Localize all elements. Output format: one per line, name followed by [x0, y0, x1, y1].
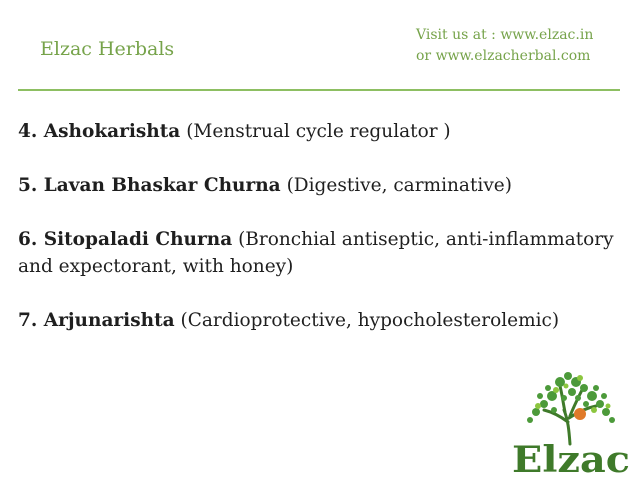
item-title: 4. Ashokarishta: [18, 121, 181, 142]
visit-info: [416, 25, 593, 67]
item-description: (Digestive, carminative): [286, 175, 512, 196]
list-item: [18, 172, 618, 199]
tree-logo-icon: [527, 372, 615, 444]
item-title: 6. Sitopaladi Churna: [18, 229, 233, 250]
item-description: (Cardioprotective, hypocholesterolemic): [180, 310, 560, 331]
list-item: [18, 226, 618, 280]
logo-text: Elzac: [512, 439, 630, 478]
list-item: [18, 118, 618, 145]
list-item: [18, 307, 618, 334]
product-list: [18, 118, 618, 361]
visit-line-1: Visit us at : www.elzac.in: [416, 27, 594, 43]
brand-title: Elzac Herbals: [40, 38, 175, 60]
item-title: 7. Arjunarishta: [18, 310, 175, 331]
item-title: 5. Lavan Bhaskar Churna: [18, 175, 281, 196]
visit-line-2: or www.elzacherbal.com: [416, 48, 591, 64]
elzac-logo: [508, 366, 634, 478]
item-description: (Menstrual cycle regulator ): [186, 121, 451, 142]
header-divider: [18, 89, 620, 91]
item-description: (Bronchial antiseptic, anti-inflammatory and expectorant, with honey): [18, 229, 614, 277]
